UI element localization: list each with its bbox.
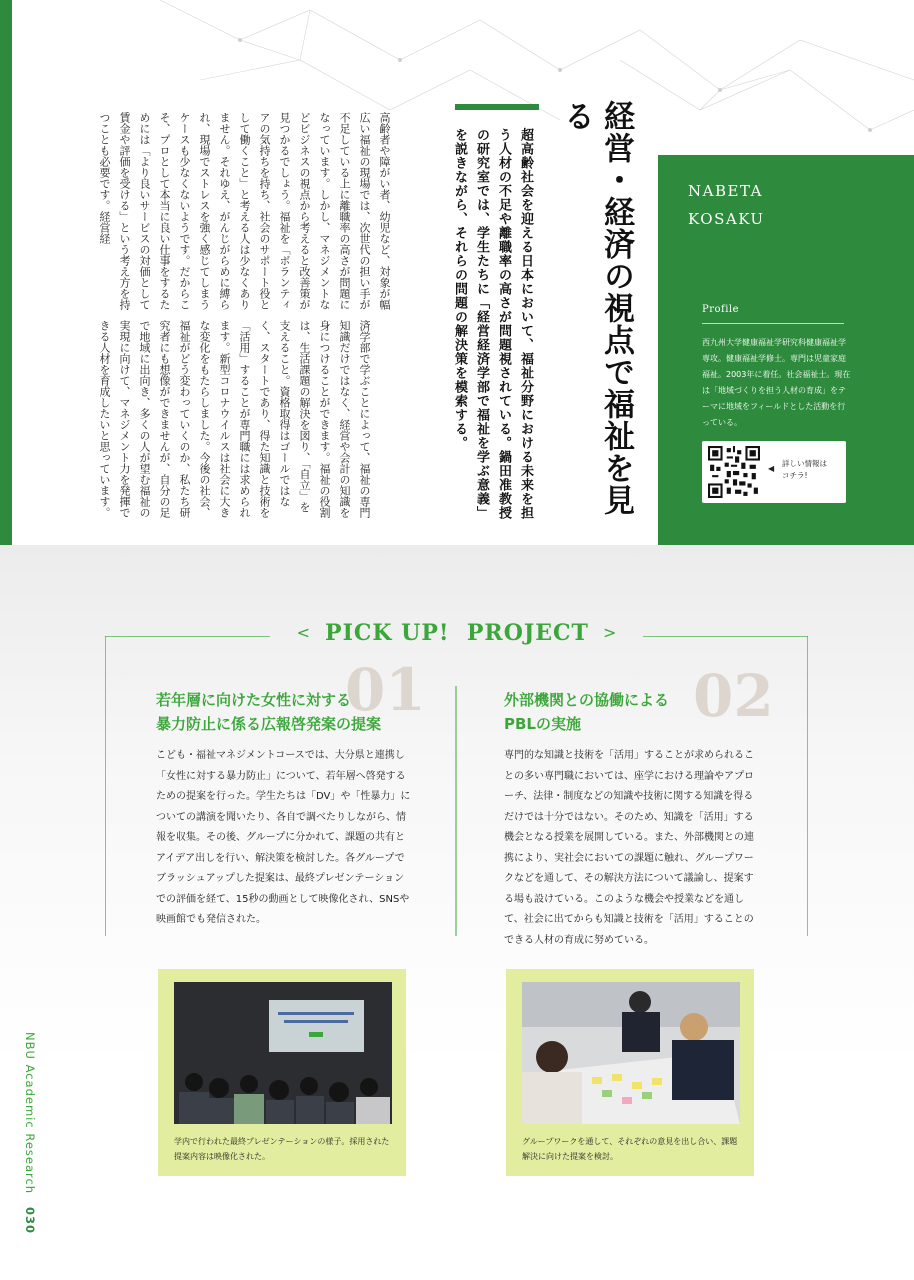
- project-title: [156, 688, 381, 736]
- project-title-line-2: PBLの実施: [504, 715, 581, 733]
- profile-divider: [702, 323, 844, 324]
- article-lead: 超高齢社会を迎える日本において、福祉分野における未来を担う人材の不足や離職率の高さが問題視されている。鍋田准教授の研究室では、学生たちに「経営経済学部で福祉を学ぶ意義」を説きながら、それらの問題の解決策を模索する。: [452, 128, 533, 520]
- article-body-upper: 高齢者や障がい者、幼児など、対象が幅広い福祉の現場では、次世代の担い手が不足している上に離職率の高さが問題になっています。しかし、マネジメントなどビジネスの視点から考えると改善策が見つかるでしょう。福祉を「ボランティアの気持ちを持ち、社会のサポート役として働くこと」と考える人は少なくありません。それゆえ、がんじがらめに縛られ、現場でストレスを強く感じてしまうケースも少なくないようです。だからこそ、プロとして本当に良い仕事をするためには「より良いサービスの対価として賃金や評価を受ける」という考え方を持つことも必要です。経営経: [98, 112, 391, 310]
- photo-caption: 学内で行われた最終プレゼンテーションの様子。採用された提案内容は映像化された。: [174, 1137, 390, 1161]
- name-line-2: KOSAKU: [688, 210, 765, 228]
- article-headline: 経営・経済の視点で福祉を見る: [558, 100, 634, 516]
- project-title-line-1: 外部機関との協働による: [504, 691, 670, 709]
- groupwork-photo: [522, 982, 740, 1124]
- profile-panel: [658, 155, 914, 545]
- qr-code-icon: [708, 446, 760, 498]
- publication-name: NBU Academic Research: [23, 1032, 37, 1195]
- project-number: 01: [345, 656, 426, 724]
- pickup-title-text: PICK UP! PROJECT: [325, 620, 589, 646]
- professor-name: [688, 177, 765, 233]
- project-number: 02: [693, 662, 774, 730]
- qr-note: [782, 458, 827, 482]
- groupwork-photo-illustration: [522, 982, 740, 1124]
- photo-caption: グループワークを通して、それぞれの意見を出し合い、課題解決に向けた提案を検討。: [522, 1137, 738, 1161]
- project-title: [504, 688, 669, 736]
- triangle-pointer-icon: ◀: [768, 464, 775, 473]
- project-body: 専門的な知識と技術を「活用」することが求められることの多い専門職においては、座学における理論やアプローチ、法律・制度などの知識や技術に関する知識を得るだけでは十分ではない。そのため、知識を「活用」する機会となる授業を展開している。また、外部機関との連携により、実社会においての課題に触れ、グループワークなどを通して、その解決方法について議論し、提案する場も設けている。このような機会や授業などを通して、社会に出てからも知識と技術を「活用」することのできる人材の育成に努めている。: [504, 750, 754, 946]
- left-chevron-icon: <: [296, 623, 312, 642]
- photo-card: [158, 969, 406, 1176]
- headline-accent-rule: [455, 104, 539, 110]
- name-line-1: NABETA: [688, 182, 763, 200]
- page-number: 030: [23, 1206, 37, 1234]
- project-title-line-1: 若年層に向けた女性に対する: [156, 691, 352, 709]
- project-title-line-2: 暴力防止に係る広報啓発案の提案: [156, 715, 382, 733]
- publication-footer: [23, 1032, 37, 1234]
- presentation-photo: [174, 982, 392, 1124]
- photo-card: [506, 969, 754, 1176]
- qr-note-line-2: コチラ!: [782, 471, 808, 480]
- article-body-lower: 済学部で学ぶことによって、福祉の専門知識だけではなく、経営や会計の知識を身につけることができます。福祉の役割は、生活課題の解決を図り、「自立」を支えること。資格取得はゴールではなく、スタートであり、得た知識と技術を「活用」することが専門職には求められます。新型コロナウイルスは社会に大きな変化をもたらしました。今後の社会、福祉がどう変わっていくのか、私たち研究者にも想像ができませんが、自分の足で地域に出向き、多くの人が望む福祉の実現に向けて、マネジメント力を発揮できる人材を育成したいと思っています。: [98, 320, 371, 518]
- right-chevron-icon: >: [602, 623, 618, 642]
- pickup-title: [0, 620, 914, 646]
- presentation-photo-illustration: [174, 982, 392, 1124]
- left-green-bar: [0, 0, 12, 545]
- profile-label: Profile: [702, 304, 740, 315]
- project-body: こども・福祉マネジメントコースでは、大分県と連携し「女性に対する暴力防止」について、若年層へ啓発するための提案を行った。学生たちは「DV」や「性暴力」についての講演を聞いたり、各自で調べたりしながら、情報を収集。その後、グループに分かれて、課題の共有とアイデア出しを行い、解決策を検討した。各グループでブラッシュアップした提案は、最終プレゼンテーションでの評価を経て、15秒の動画として映像化され、SNSや映画館でも発信された。: [156, 750, 411, 925]
- qr-code-link[interactable]: [702, 441, 846, 503]
- qr-note-line-1: 詳しい情報は: [782, 459, 827, 468]
- profile-text: 西九州大学健康福祉学研究科健康福祉学専攻。健康福祉学修士。専門は児童家庭福祉。2003年に着任。社会福祉士。現在は「地域づくりを担う人材の育成」をテーマに地域をフィールドとした活動を行っている。: [702, 338, 851, 427]
